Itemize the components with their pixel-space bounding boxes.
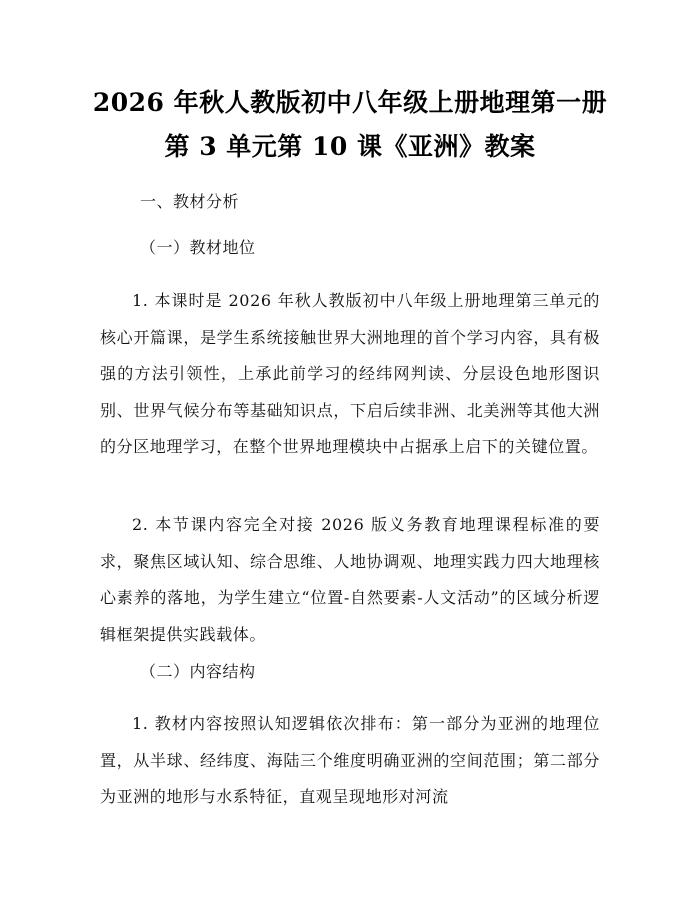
paragraph-position-2: 2. 本节课内容完全对接 2026 版义务教育地理课程标准的要求，聚焦区域认知、综合思维、人地协调观、地理实践力四大地理核心素养的落地，为学生建立“位置-自然要素-人文活动”的区域分析逻辑框架提供实践载体。 [100,515,600,644]
paragraph-structure-1: 1. 教材内容按照认知逻辑依次排布：第一部分为亚洲的地理位置，从半球、经纬度、海陆三个维度明确亚洲的空间范围；第二部分为亚洲的地形与水系特征，直观呈现地形对河流 [100,714,600,806]
subsection-heading-textbook-position: （一）教材地位 [140,238,256,257]
document-title-line-2: 第 3 单元第 10 课《亚洲》教案 [164,132,536,161]
section-heading-textbook-analysis: 一、教材分析 [140,192,240,211]
document-title-line-1: 2026 年秋人教版初中八年级上册地理第一册 [92,88,608,117]
subsection-heading-content-structure: （二）内容结构 [140,662,256,681]
paragraph-position-1: 1. 本课时是 2026 年秋人教版初中八年级上册地理第三单元的核心开篇课，是学生系统接触世界大洲地理的首个学习内容，具有极强的方法引领性，上承此前学习的经纬网判读、分层设色地形图识别、世界气候分布等基础知识点，下启后续非洲、北美洲等其他大洲的分区地理学习，在整个世界地理模块中占据承上启下的关键位置。 [100,291,600,456]
